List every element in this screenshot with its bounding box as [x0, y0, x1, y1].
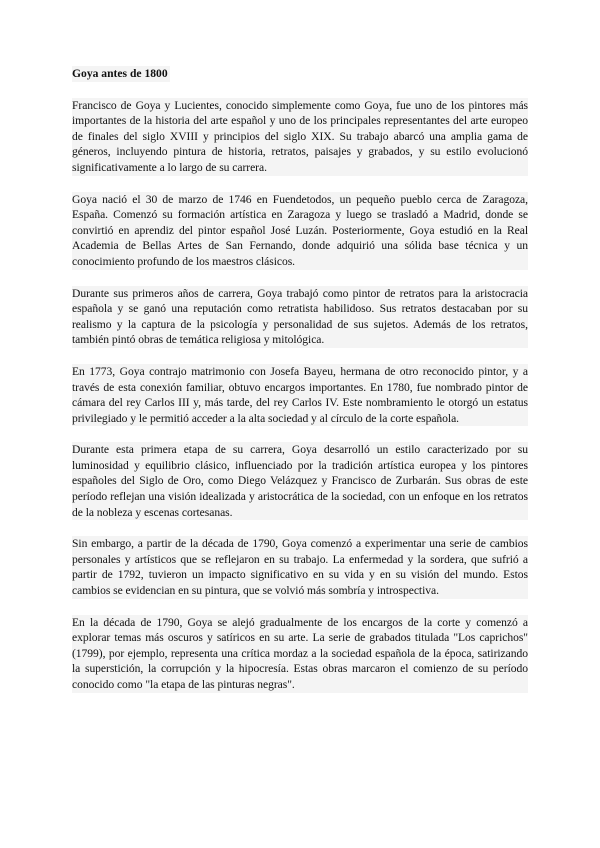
paragraph-6: Sin embargo, a partir de la década de 1790, Goya comenzó a experimentar una serie de cambios personales y artísticos que se reflejaron en su trabajo. La enfermedad y la sordera, que sufrió a partir de 1792, tuvieron un impacto significativo en su vida y en su visión del mundo. Estos cambios se evidencian en su pintura, que se volvió más sombría y introspectiva.: [72, 537, 528, 598]
document-body: [72, 66, 528, 709]
document-title: Goya antes de 1800: [72, 67, 168, 80]
paragraph-5: Durante esta primera etapa de su carrera, Goya desarrolló un estilo caracterizado por su luminosidad y equilibrio clásico, influenciado por la tradición artística europea y los pintores españoles del Siglo de Oro, como Diego Velázquez y Francisco de Zurbarán. Sus obras de este período reflejan una visión idealizada y aristocrática de la sociedad, con un enfoque en los retratos de la nobleza y escenas cortesanas.: [72, 443, 528, 519]
paragraph-7: En la década de 1790, Goya se alejó gradualmente de los encargos de la corte y comenzó a explorar temas más oscuros y satíricos en su arte. La serie de grabados titulada "Los caprichos" (1799), por ejemplo, representa una crítica mordaz a la sociedad española de la época, satirizando la superstición, la corrupción y la hipocresía. Estas obras marcaron el comienzo de su período conocido como "la etapa de las pinturas negras".: [72, 615, 528, 691]
paragraph-4: En 1773, Goya contrajo matrimonio con Josefa Bayeu, hermana de otro reconocido pintor, y a través de esta conexión familiar, obtuvo encargos importantes. En 1780, fue nombrado pintor de cámara del rey Carlos III y, más tarde, del rey Carlos IV. Este nombramiento le otorgó un estatus privilegiado y le permitió acceder a la alta sociedad y al círculo de la corte española.: [72, 364, 528, 425]
paragraph-1: Francisco de Goya y Lucientes, conocido simplemente como Goya, fue uno de los pintores más importantes de la historia del arte español y uno de los principales representantes del arte europeo de finales del siglo XVIII y principios del siglo XIX. Su trabajo abarcó una amplia gama de géneros, incluyendo pintura de historia, retratos, paisajes y grabados, y su estilo evolucionó significativamente a lo largo de su carrera.: [72, 98, 528, 174]
paragraph-3: Durante sus primeros años de carrera, Goya trabajó como pintor de retratos para la aristocracia española y se ganó una reputación como retratista habilidoso. Sus retratos destacaban por su realismo y la captura de la psicología y personalidad de sus sujetos. Además de los retratos, también pintó obras de temática religiosa y mitológica.: [72, 286, 528, 347]
paragraph-2: Goya nació el 30 de marzo de 1746 en Fuendetodos, un pequeño pueblo cerca de Zaragoza, España. Comenzó su formación artística en Zaragoza y luego se trasladó a Madrid, donde se convirtió en aprendiz del pintor español José Luzán. Posteriormente, Goya estudió en la Real Academia de Bellas Artes de San Fernando, donde adquirió una sólida base técnica y un conocimiento profundo de los maestros clásicos.: [72, 192, 528, 268]
